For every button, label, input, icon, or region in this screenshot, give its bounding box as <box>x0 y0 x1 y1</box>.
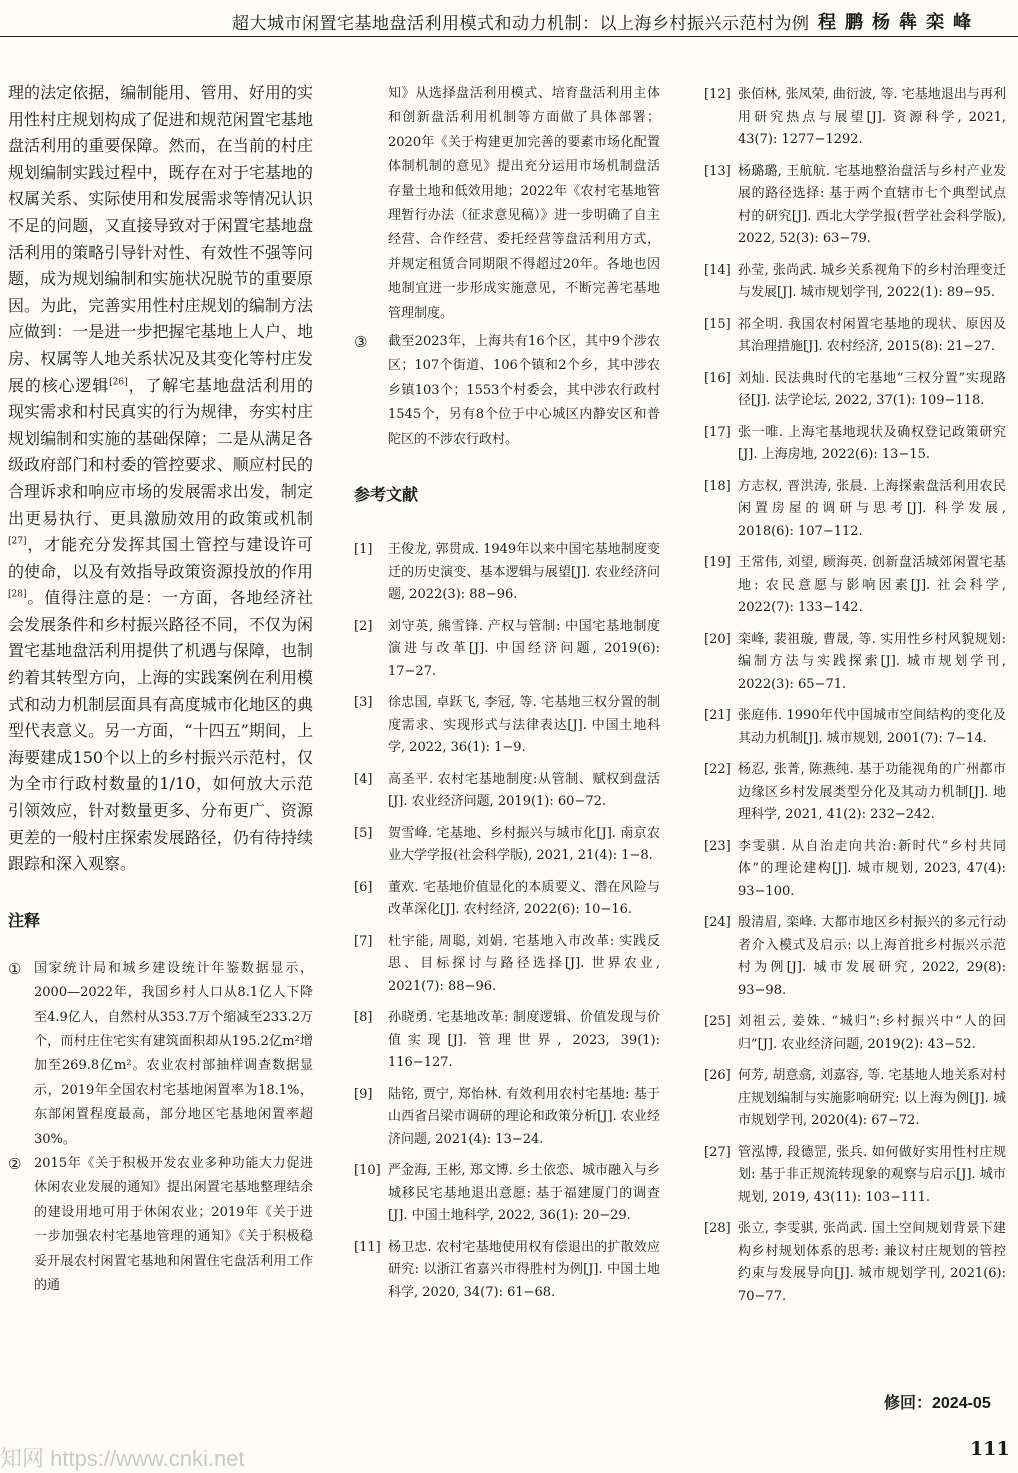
reference-item <box>704 422 1006 467</box>
watermark: 知网 https://www.cnki.net <box>0 1446 245 1471</box>
reference-number: [8] <box>354 1010 373 1026</box>
reference-text: 张一唯. 上海宅基地现状及确权登记政策研究[J]. 上海房地, 2022(6): 13−15. <box>738 424 1006 462</box>
reference-number: [26] <box>704 1068 731 1083</box>
reference-text: 杨卫忠. 农村宅基地使用权有偿退出的扩散效应研究: 以浙江省嘉兴市得胜村为例[J]. 中国土地科学, 2020, 34(7): 61−68. <box>388 1239 660 1300</box>
reference-number: [6] <box>354 879 373 895</box>
reference-number: [11] <box>354 1239 381 1255</box>
reference-text: 张佰林, 张凤荣, 曲衍波, 等. 宅基地退出与再利用研究热点与展望[J]. 资源科学, 2021, 43(7): 1277−1292. <box>738 87 1006 147</box>
reference-item <box>704 476 1006 544</box>
reference-number: [13] <box>704 163 731 179</box>
reference-text: 殷清眉, 栾峰. 大都市地区乡村振兴的多元行动者介入模式及启示: 以上海首批乡村振兴示范村为例[J]. 城市发展研究, 2022, 29(8): 93−98. <box>738 915 1006 998</box>
header-rule <box>0 36 1018 37</box>
body-paragraph <box>8 80 313 878</box>
reference-item <box>354 1084 660 1152</box>
reference-number: [7] <box>354 933 373 949</box>
reference-number: [4] <box>354 771 373 787</box>
note-1 <box>8 957 313 1152</box>
body-text-part-1: 理的法定依据，编制能用、管用、好用的实用性村庄规划构成了促进和规范闲置宅基地盘活利用的重要保障。然而，在当前的村庄规划编制实践过程中，既存在对于宅基地的权属关系、实际使用和发展需求等情况认识不足的问题，又直接导致对于闲置宅基地盘活利用的策略引导针对性、有效性不强等问题，成为规划编制和实施状况脱节的重要原因。为此，完善实用性村庄规划的编制方法应做到：一是进一步把握宅基地上人户、地房、权属等人地关系状况及其变化等村庄发展的核心逻辑 <box>8 83 313 395</box>
body-text-part-4: 。值得注意的是：一方面，各地经济社会发展条件和乡村振兴路径不同，不仅为闲置宅基地盘活利用提供了机遇与保障，也制约着其转型方向，上海的实践案例在利用模式和动力机制层面具有高度城市化地区的典型代表意义。另一方面，“十四五”期间，上海要建成150个以上的乡村振兴示范村，仅为全市行政村数量的1/10，如何放大示范引领效应，针对数量更多、分布更广、资源更差的一般村庄探索发展路径，仍有待持续跟踪和深入观察。 <box>8 588 313 874</box>
reference-number: [9] <box>354 1086 373 1102</box>
reference-number: [5] <box>354 825 373 841</box>
reference-number: [17] <box>704 424 731 440</box>
reference-number: [21] <box>704 708 731 723</box>
reference-item <box>704 260 1006 305</box>
reference-text: 王常伟, 刘望, 顾海英. 创新盘活城郊闲置宅基地: 农民意愿与影响因素[J]. 社会科学, 2022(7): 133−142. <box>738 555 1006 615</box>
reference-number: [12] <box>704 87 731 102</box>
reference-item <box>354 692 660 760</box>
note-2-continued: 知》从选择盘活利用模式、培育盘活利用主体和创新盘活利用机制等方面做了具体部署；2020年《关于构建更加完善的要素市场化配置体制机制的意见》提出充分运用市场机制盘活存量土地和低效用地；2022年《农村宅基地管理暂行办法（征求意见稿）》进一步明确了自主经营、合作经营、委托经营等盘活利用方式，并规定租赁合同期限不得超过20年。各地也因地制宜进一步形成实施意见，不断完善宅基地管理制度。 <box>388 86 660 321</box>
reference-item <box>704 912 1006 1002</box>
reference-item <box>354 1237 660 1305</box>
reference-item <box>354 1160 660 1228</box>
reference-text: 李雯骐. 从自治走向共治:新时代“乡村共同体”的理论建构[J]. 城市规划, 2023, 47(4): 93−100. <box>738 838 1006 899</box>
notes-heading: 注释 <box>8 912 41 930</box>
reference-text: 孙晓勇. 宅基地改革: 制度逻辑、价值发现与价值实现[J]. 管理世界, 2023, 39(1): 116−127. <box>388 1010 660 1071</box>
note-text: 2015年《关于积极开发农业多种功能大力促进休闲农业发展的通知》提出闲置宅基地整理结余的建设用地可用于休闲农业；2019年《关于进一步加强农村宅基地管理的通知》《关于积极稳妥开展农村闲置宅基地和闲置住宅盘活利用工作的通 <box>34 1156 313 1294</box>
note-text: 国家统计局和城乡建设统计年鉴数据显示，2000—2022年，我国乡村人口从8.1亿人下降至4.9亿人，自然村从353.7万个缩减至233.2万个，而村庄住宅实有建筑面积却从195.2亿m²增加至269.8亿m²。农业农村部抽样调查数据显示，2019年全国农村宅基地闲置率为18.1%，东部闲置程度最高，部分地区宅基地闲置率超30%。 <box>34 960 313 1147</box>
reference-text: 刘灿. 民法典时代的宅基地“三权分置”实现路径[J]. 法学论坛, 2022, 37(1): 109−118. <box>738 370 1006 408</box>
reference-text: 管泓博, 段德罡, 张兵. 如何做好实用性村庄规划: 基于非正规流转现象的观察与启示[J]. 城市规划, 2019, 43(11): 103−111. <box>738 1144 1006 1205</box>
note-marker: ① <box>8 959 22 978</box>
reference-number: [23] <box>704 838 731 854</box>
citation-27: [27] <box>8 536 27 547</box>
reference-text: 杨忍, 张菁, 陈燕纯. 基于功能视角的广州都市边缘区乡村发展类型分化及其动力机制[J]. 地理科学, 2021, 41(2): 232−242. <box>738 762 1006 822</box>
reference-number: [16] <box>704 370 731 386</box>
reference-item <box>354 877 660 922</box>
reference-number: [1] <box>354 542 373 558</box>
reference-item <box>354 539 660 607</box>
reference-item <box>354 616 660 684</box>
references-heading: 参考文献 <box>354 487 419 505</box>
reference-number: [2] <box>354 618 373 634</box>
reference-text: 张立, 李雯骐, 张尚武. 国土空间规划背景下建构乡村规划体系的思考: 兼议村庄规划的管控约束与发展导向[J]. 城市规划学刊, 2021(6): 70−77. <box>738 1221 1006 1304</box>
body-text-part-3: ，才能充分发挥其国土管控与建设许可的使命，以及有效指导政策资源投放的作用 <box>8 535 313 581</box>
reference-item <box>704 84 1006 152</box>
column-1 <box>8 80 313 1299</box>
reference-number: [27] <box>704 1144 731 1160</box>
reference-item <box>704 836 1006 904</box>
reference-number: [15] <box>704 316 731 332</box>
running-header <box>0 0 1018 38</box>
reference-text: 陆铭, 贾宁, 郑怡林. 有效利用农村宅基地: 基于山西省吕梁市调研的理论和政策分析[J]. 农业经济问题, 2021(4): 13−24. <box>388 1086 660 1147</box>
reference-number: [25] <box>704 1014 731 1029</box>
reference-text: 祁全明. 我国农村闲置宅基地的现状、原因及其治理措施[J]. 农村经济, 2015(8): 21−27. <box>738 316 1006 354</box>
reference-item <box>704 161 1006 251</box>
note-3 <box>354 330 660 452</box>
references-list-col2 <box>354 539 660 1304</box>
citation-28: [28] <box>8 589 27 600</box>
reference-text: 严金海, 王彬, 郑文博. 乡土依恋、城市融入与乡城移民宅基地退出意愿: 基于福建厦门的调查[J]. 中国土地科学, 2022, 36(1): 20−29. <box>388 1163 660 1224</box>
reference-item <box>354 823 660 868</box>
reference-item <box>704 1218 1006 1308</box>
page-number: 111 <box>970 1438 1010 1460</box>
reference-text: 徐忠国, 卓跃飞, 李冠, 等. 宅基地三权分置的制度需求、实现形式与法律表达[J]. 中国土地科学, 2022, 36(1): 1−9. <box>388 695 660 756</box>
reference-item <box>704 1142 1006 1210</box>
reference-item <box>704 314 1006 359</box>
reference-number: [10] <box>354 1163 381 1179</box>
reference-number: [19] <box>704 555 731 570</box>
reference-number: [3] <box>354 695 373 711</box>
reference-number: [20] <box>704 631 731 647</box>
running-authors: 程鹏杨犇栾峰 <box>818 12 980 33</box>
column-3 <box>704 84 1006 1317</box>
note-marker: ② <box>8 1155 22 1174</box>
note-2 <box>8 1152 313 1298</box>
column-2 <box>354 82 660 1313</box>
note-marker: ③ <box>354 333 368 352</box>
body-text-part-2: ，了解宅基地盘活利用的现实需求和村民真实的行为规律，夯实村庄规划编制和实施的基础保障；二是从满足各级政府部门和村委的管控要求、顺应村民的合理诉求和响应市场的发展需求出发，制定出更易执行、更具激励效用的政策或机制 <box>8 375 313 528</box>
reference-text: 张庭伟. 1990年代中国城市空间结构的变化及其动力机制[J]. 城市规划, 2001(7): 7−14. <box>738 708 1006 746</box>
running-title: 超大城市闲置宅基地盘活利用模式和动力机制：以上海乡村振兴示范村为例 <box>232 14 810 34</box>
reference-number: [28] <box>704 1221 731 1236</box>
reference-item <box>704 552 1006 620</box>
reference-item <box>704 759 1006 827</box>
reference-text: 高圣平. 农村宅基地制度:从管制、赋权到盘活[J]. 农业经济问题, 2019(1): 60−72. <box>388 771 660 810</box>
reference-number: [24] <box>704 915 731 930</box>
reference-item <box>704 705 1006 750</box>
reference-item <box>704 368 1006 413</box>
reference-text: 方志权, 晋洪涛, 张晨. 上海探索盘活利用农民闲置房屋的调研与思考[J]. 科学发展, 2018(6): 107−112. <box>738 478 1006 539</box>
reference-text: 孙莹, 张尚武. 城乡关系视角下的乡村治理变迁与发展[J]. 城市规划学刊, 2022(1): 89−95. <box>738 262 1006 300</box>
references-list-col3 <box>704 84 1006 1308</box>
reference-text: 杜宇能, 周聪, 刘娟. 宅基地入市改革: 实践反思、目标探讨与路径选择[J]. 世界农业, 2021(7): 88−96. <box>388 933 660 994</box>
reference-text: 何芳, 胡意翕, 刘嘉容, 等. 宅基地人地关系对村庄规划编制与实施影响研究: 以上海为例[J]. 城市规划学刊, 2020(4): 67−72. <box>738 1068 1006 1128</box>
reference-text: 栾峰, 裴祖璇, 曹晟, 等. 实用性乡村风貌规划: 编制方法与实践探索[J]. 城市规划学刊, 2022(3): 65−71. <box>738 631 1006 692</box>
reference-item <box>704 629 1006 697</box>
reference-text: 王俊龙, 郭贯成. 1949年以来中国宅基地制度变迁的历史演变、基本逻辑与展望[J]. 农业经济问题, 2022(3): 88−96. <box>388 542 660 603</box>
reference-text: 刘守英, 熊雪锋. 产权与管制: 中国宅基地制度演进与改革[J]. 中国经济问题, 2019(6): 17−27. <box>388 618 660 679</box>
reference-item <box>354 1007 660 1075</box>
reference-item <box>354 931 660 999</box>
reference-number: [18] <box>704 478 731 494</box>
reference-item <box>354 769 660 814</box>
note-text: 截至2023年，上海共有16个区，其中9个涉农区；107个街道、106个镇和2个乡，其中涉农乡镇103个；1553个村委会，其中涉农行政村1545个，另有8个位于中心城区内静安区和普陀区的不涉农行政村。 <box>388 334 660 447</box>
reference-item <box>704 1011 1006 1056</box>
reference-text: 杨璐璐, 王航航. 宅基地整治盘活与乡村产业发展的路径选择: 基于两个直辖市七个典型试点村的研究[J]. 西北大学学报(哲学社会科学版), 2022, 52(3): 63−79. <box>738 163 1006 246</box>
revised-date: 修回：2024-05 <box>884 1395 991 1412</box>
reference-number: [14] <box>704 262 731 278</box>
reference-text: 董欢. 宅基地价值显化的本质要义、潜在风险与改革深化[J]. 农村经济, 2022(6): 10−16. <box>388 879 660 918</box>
citation-26: [26] <box>109 377 128 388</box>
reference-text: 贺雪峰. 宅基地、乡村振兴与城市化[J]. 南京农业大学学报(社会科学版), 2021, 21(4): 1−8. <box>388 825 660 864</box>
reference-text: 刘祖云, 姜姝. “城归”:乡村振兴中“人的回归”[J]. 农业经济问题, 2019(2): 43−52. <box>738 1014 1006 1052</box>
reference-item <box>704 1065 1006 1133</box>
reference-number: [22] <box>704 762 731 777</box>
